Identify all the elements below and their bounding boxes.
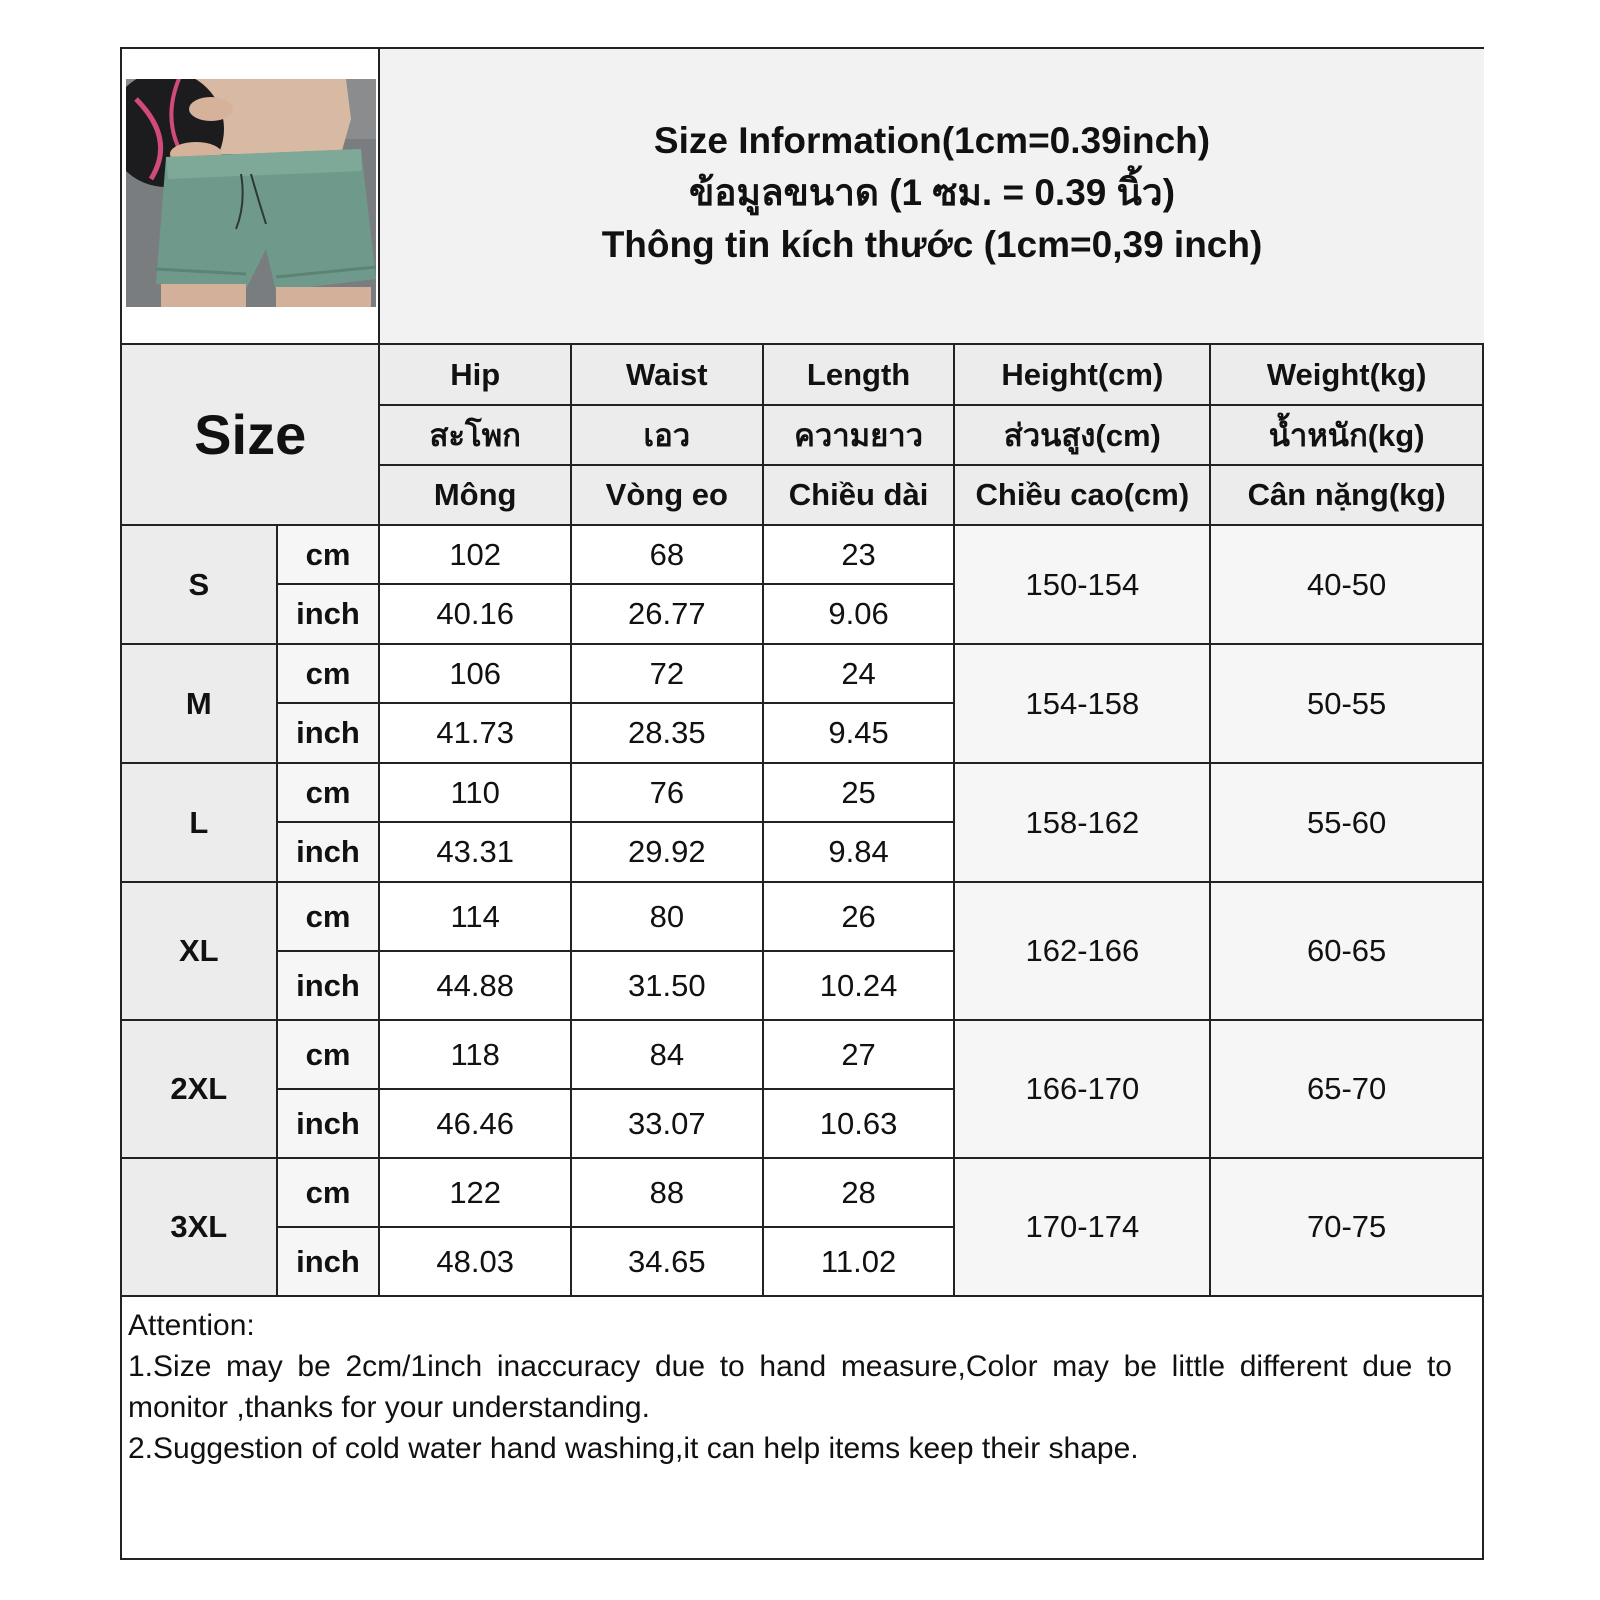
waist-inch: 33.07 [571,1089,763,1158]
hip-inch: 48.03 [379,1227,571,1296]
col-header-weight-th: น้ำหนัก(kg) [1210,405,1482,465]
height-range: 162-166 [954,882,1210,1020]
waist-cm: 84 [571,1020,763,1089]
hip-cm: 102 [379,525,571,584]
attention-note-2: 2.Suggestion of cold water hand washing,it can help items keep their shape. [128,1432,1139,1465]
hip-cm: 110 [379,763,571,822]
col-header-waist-th: เอว [571,405,763,465]
col-header-weight-vi: Cân nặng(kg) [1210,465,1482,525]
length-inch: 10.24 [763,951,955,1020]
size-label: M [122,644,277,763]
col-header-hip-en: Hip [379,345,571,405]
size-label: XL [122,882,277,1020]
title-english: Size Information(1cm=0.39inch) [653,120,1211,161]
height-range: 170-174 [954,1158,1210,1296]
unit-cm: cm [277,1158,380,1227]
length-inch: 10.63 [763,1089,955,1158]
unit-cm: cm [277,763,380,822]
weight-range: 60-65 [1210,882,1482,1020]
length-inch: 11.02 [763,1227,955,1296]
size-chart-sheet [120,47,1484,1560]
title-vietnamese: Thông tin kích thước (1cm=0,39 inch) [601,224,1263,265]
weight-range: 50-55 [1210,644,1482,763]
size-table [122,345,1482,1297]
attention-note-1: 1.Size may be 2cm/1inch inaccuracy due to hand measure,Color may be little different due to monitor ,thanks for your understanding. [128,1350,1452,1424]
weight-range: 40-50 [1210,525,1482,644]
col-header-weight-en: Weight(kg) [1210,345,1482,405]
hip-inch: 41.73 [379,703,571,763]
size-label: 2XL [122,1020,277,1158]
col-header-hip-vi: Mông [379,465,571,525]
hip-cm: 114 [379,882,571,951]
unit-inch: inch [277,951,380,1020]
col-header-height-th: ส่วนสูง(cm) [954,405,1210,465]
col-header-height-vi: Chiều cao(cm) [954,465,1210,525]
length-cm: 23 [763,525,955,584]
length-inch: 9.84 [763,822,955,882]
weight-range: 55-60 [1210,763,1482,882]
unit-cm: cm [277,644,380,703]
col-header-length-th: ความยาว [763,405,955,465]
waist-cm: 76 [571,763,763,822]
length-cm: 24 [763,644,955,703]
size-label: L [122,763,277,882]
length-inch: 9.45 [763,703,955,763]
unit-inch: inch [277,584,380,644]
unit-inch: inch [277,1089,380,1158]
unit-cm: cm [277,525,380,584]
weight-range: 65-70 [1210,1020,1482,1158]
product-photo-cell [122,49,380,345]
height-range: 158-162 [954,763,1210,882]
hip-inch: 43.31 [379,822,571,882]
col-header-length-en: Length [763,345,955,405]
waist-inch: 29.92 [571,822,763,882]
size-label: S [122,525,277,644]
waist-inch: 28.35 [571,703,763,763]
waist-cm: 88 [571,1158,763,1227]
hip-inch: 46.46 [379,1089,571,1158]
waist-inch: 34.65 [571,1227,763,1296]
height-range: 166-170 [954,1020,1210,1158]
unit-cm: cm [277,882,380,951]
waist-cm: 80 [571,882,763,951]
unit-cm: cm [277,1020,380,1089]
col-header-height-en: Height(cm) [954,345,1210,405]
attention-notes [122,1299,1482,1469]
length-cm: 25 [763,763,955,822]
hip-cm: 106 [379,644,571,703]
unit-inch: inch [277,703,380,763]
hip-cm: 118 [379,1020,571,1089]
waist-cm: 72 [571,644,763,703]
col-header-waist-vi: Vòng eo [571,465,763,525]
product-photo [126,79,376,307]
length-cm: 27 [763,1020,955,1089]
hip-cm: 122 [379,1158,571,1227]
unit-inch: inch [277,822,380,882]
attention-heading: Attention: [128,1309,255,1342]
waist-cm: 68 [571,525,763,584]
col-header-waist-en: Waist [571,345,763,405]
col-header-length-vi: Chiều dài [763,465,955,525]
height-range: 150-154 [954,525,1210,644]
height-range: 154-158 [954,644,1210,763]
waist-inch: 31.50 [571,951,763,1020]
title-cell [380,49,1484,345]
length-cm: 28 [763,1158,955,1227]
unit-inch: inch [277,1227,380,1296]
col-header-hip-th: สะโพก [379,405,571,465]
size-label: 3XL [122,1158,277,1296]
title-thai: ข้อมูลขนาด (1 ซม. = 0.39 นิ้ว) [688,172,1176,213]
waist-inch: 26.77 [571,584,763,644]
length-inch: 9.06 [763,584,955,644]
size-header: Size [122,345,379,525]
hip-inch: 40.16 [379,584,571,644]
weight-range: 70-75 [1210,1158,1482,1296]
hip-inch: 44.88 [379,951,571,1020]
length-cm: 26 [763,882,955,951]
